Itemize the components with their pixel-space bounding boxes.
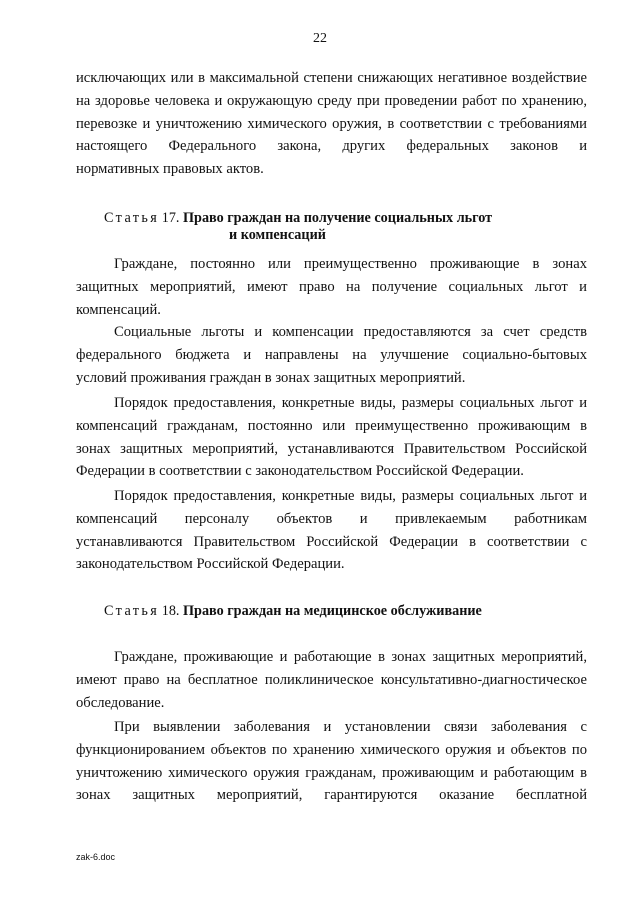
text-line: нормативных правовых актов.	[76, 161, 264, 178]
article-number: 18.	[161, 603, 180, 619]
article-18-heading	[104, 603, 482, 620]
article-title: Право граждан на получение социальных льгот	[183, 210, 493, 226]
article-17-heading	[104, 210, 492, 244]
text-line: компенсаций.	[76, 301, 161, 318]
text-line: федерального бюджета и направлены на улучшение социально-бытовых	[76, 346, 587, 363]
text-line: Федерации в соответствии с законодательством Российской Федерации.	[76, 463, 524, 480]
text-line: Социальные льготы и компенсации предоставляются за счет средств	[114, 324, 587, 340]
page-number: 22	[313, 31, 327, 46]
text-line: на здоровье человека и окружающую среду при проведении работ по хранению,	[76, 92, 587, 109]
text-line: имеют право на бесплатное поликлиническое консультативно-диагностическое	[76, 671, 587, 688]
text-line: зонах защитных мероприятий, гарантируются оказание бесплатной	[76, 787, 587, 804]
text-line: компенсаций гражданам, постоянно или преимущественно проживающим в	[76, 417, 587, 434]
text-line: перевозке и уничтожению химического оружия, в соответствии с требованиями	[76, 115, 587, 132]
text-line: Порядок предоставления, конкретные виды, размеры социальных льгот и	[114, 395, 587, 411]
text-line: условий проживания граждан в зонах защитных мероприятий.	[76, 369, 466, 386]
text-line: уничтожению химического оружия гражданам, проживающим и работающим в	[76, 764, 587, 781]
text-line: зонах защитных мероприятий, устанавливаются Правительством Российской	[76, 440, 587, 457]
paragraph-continuation	[76, 67, 587, 181]
text-line: защитных мероприятий, имеют право на получение социальных льгот и	[76, 278, 587, 295]
text-line: При выявлении заболевания и установлении связи заболевания с	[114, 719, 587, 735]
article-17-paragraph-1	[76, 253, 587, 321]
text-line: функционированием объектов по хранению химического оружия и объектов по	[76, 741, 587, 758]
article-17-paragraph-2	[76, 321, 587, 389]
text-line: компенсаций персоналу объектов и привлекаемым работникам	[76, 510, 587, 527]
article-label: Статья	[104, 210, 160, 226]
text-line: настоящего Федерального закона, других федеральных законов и	[76, 138, 587, 155]
article-title: Право граждан на медицинское обслуживание	[183, 603, 482, 619]
footer-filename: zak-6.doc	[76, 852, 116, 862]
article-title-continued: и компенсаций	[229, 227, 326, 243]
article-number: 17.	[161, 210, 180, 226]
article-17-paragraph-3	[76, 392, 587, 483]
text-line: Граждане, проживающие и работающие в зонах защитных мероприятий,	[114, 649, 587, 665]
text-line: законодательством Российской Федерации.	[76, 556, 345, 573]
article-17-paragraph-4	[76, 485, 587, 576]
text-line: исключающих или в максимальной степени снижающих негативное воздействие	[76, 70, 587, 86]
text-line: устанавливаются Правительством Российской Федерации в соответствии с	[76, 533, 587, 550]
article-label: Статья	[104, 603, 160, 619]
text-line: Порядок предоставления, конкретные виды, размеры социальных льгот и	[114, 488, 587, 504]
text-line: обследование.	[76, 694, 165, 711]
article-18-paragraph-1	[76, 646, 587, 714]
text-line: Граждане, постоянно или преимущественно проживающие в зонах	[114, 256, 587, 272]
article-18-paragraph-2	[76, 716, 587, 807]
